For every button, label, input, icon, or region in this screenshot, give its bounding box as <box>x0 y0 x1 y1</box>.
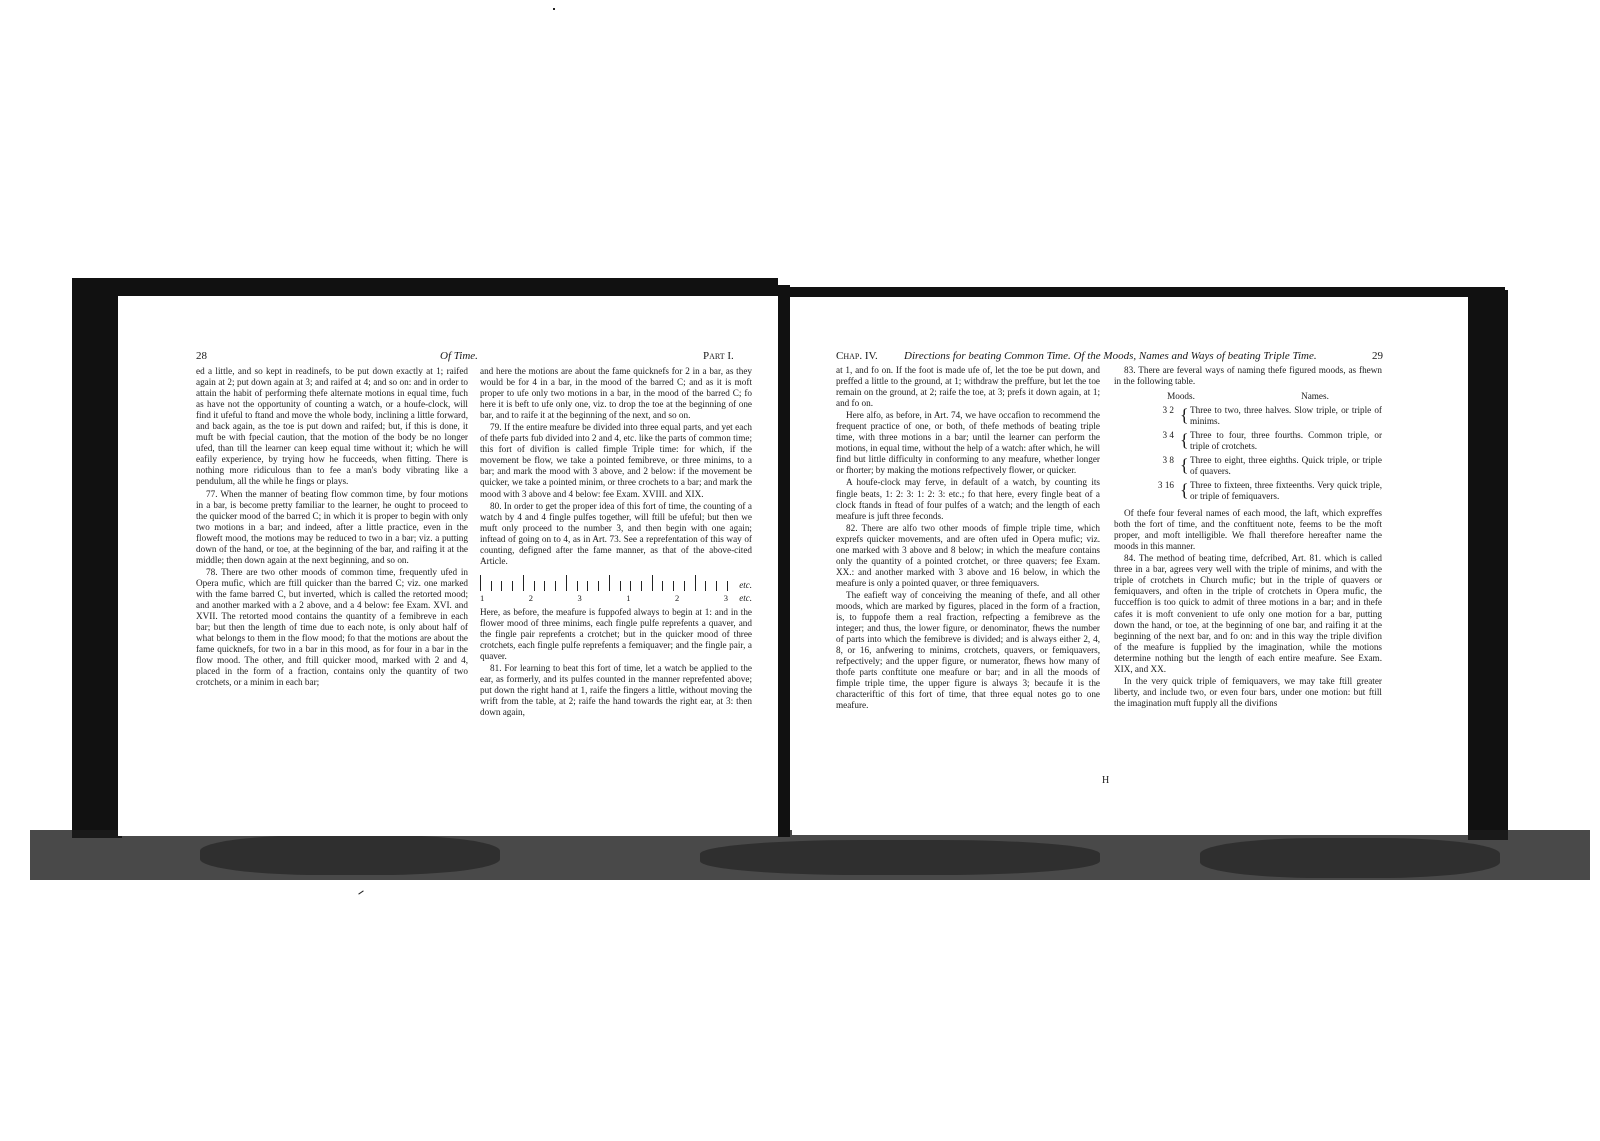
paragraph: In the very quick triple of femiquavers, we may take ftill greater liberty, and include two, or even four bars, under one motion: but ftill the imagination muft fupply all the divifions <box>1114 675 1382 708</box>
pulse-tick <box>598 581 599 591</box>
running-title-text: Of Time. <box>440 350 478 362</box>
page-number: 28 <box>196 350 207 362</box>
pulse-tick <box>534 581 535 591</box>
right-column-1 <box>836 365 1100 711</box>
moods-header: Moods. <box>1167 391 1195 402</box>
pulse-tick <box>662 581 663 591</box>
part-label: Part I. <box>703 350 734 362</box>
paragraph: 84. The method of beating time, defcribed, Art. 81. which is called three in a bar, agrees very well with the triple of minims, and with the triple of crotchets in Church mufic; but in the triple of quavers or femiquavers, and often in the triple of crotchets in Opera mufic, the fucceffion is too quick to admit of three motions in a bar; and in thefe cafes it is moft convenient to ufe only one motion for a bar, putting down the hand, or toe, at the beginning of one bar, and raifing it at the beginning of the next bar, and fo on: and in this way the triple divifion of the meafure is fupplied by the imagination, while the motions determine nothing but the length of each entire meafure. See Exam. XIX, and XX. <box>1114 553 1382 674</box>
mood-fraction: 3 2 <box>1162 405 1174 416</box>
paragraph: A houfe-clock may ferve, in default of a watch, by counting its fingle beats, 1: 2: 3: 1: 2: 3: etc.; fo that here, every fingle beat of a clock ftands in ftead of four pulfes of a watch; and the length of each meafure is juft three feconds. <box>836 477 1100 521</box>
right-column-2 <box>1114 365 1382 709</box>
running-title-text: Directions for beating Common Time. Of the Moods, Names and Ways of beating Triple Time. <box>904 350 1317 362</box>
paragraph: 77. When the manner of beating flow common time, by four motions in a bar, is become pretty familiar to the learner, he ought to proceed to the quicker mood of the barred C; in which it is proper to begin with only two motions in a bar; and indeed, after a little practice, even in the floweft mood, the motions may be reduced to two in a bar; viz. a putting down of the hand, or toe, at the beginning of the bar, and raifing it at the middle; then down again at the next beginning, and so on. <box>196 488 468 565</box>
scan-shadow-right <box>1468 290 1508 840</box>
count-number: 3 <box>577 592 582 603</box>
chapter-label: Chap. IV. <box>836 350 878 362</box>
paragraph: at 1, and fo on. If the foot is made ufe of, let the toe be put down, and preffed a little to the ground, at 1; withdraw the preffure, but let the toe remain on the ground, at 2; raife the toe, at 3; prefs it down again, at 1; and fo on. <box>836 365 1100 409</box>
paragraph: 78. There are two other moods of common time, frequently ufed in Opera mufic, which are ftill quicker than the barred C; viz. one marked with the fame barred C, but inverted, which is called the retorted mood; and another marked with a 2 above, and a 4 below: fee Exam. XVI. and XVII. The retorted mood contains the quantity of a femibreve in each bar; but then the length of time due to each note, is only about half of what belongs to them in the flow mood; fo that the motions are about the fame quicknefs, for two in a bar in this mood, as for four in a bar in the flow mood. The other, and ftill quicker mood, marked with 2 and 4, placed in the form of a fraction, contains only the quantity of two crotchets, or a minim in each bar; <box>196 566 468 688</box>
count-number: 2 <box>675 592 680 603</box>
count-number: 2 <box>528 592 533 603</box>
brace-icon: { <box>1180 455 1189 476</box>
scan-shadow-left <box>72 278 122 838</box>
mood-fraction: 3 4 <box>1162 430 1174 441</box>
running-title <box>440 350 478 362</box>
left-page <box>118 296 778 836</box>
running-title <box>904 350 1317 362</box>
pulse-tick <box>716 581 717 591</box>
counting-diagram <box>480 573 752 591</box>
mood-row <box>1114 405 1382 427</box>
paragraph: Here alfo, as before, in Art. 74, we have occafion to recommend the frequent practice of one, or both, of thefe methods of beating triple time, with three motions in a bar; until the learner can perform the motions, in equal time, without the help of a watch: after which, he will find but little difficulty in conforming to any meafure, whether longer or fhorter; by making the motions refpectively flower, or quicker. <box>836 410 1100 476</box>
pulse-tick <box>491 581 492 591</box>
book-gutter <box>778 285 790 837</box>
paragraph: The eafieft way of conceiving the meaning of thefe, and all other moods, which are marked by figures, placed in the form of a fraction, is, to fuppofe them a real fraction, refpecting a femibreve as the integer; and thus, the lower figure, or denominator, fhews the number of parts into which the femibreve is divided; and is always either 2, 4, 8, or 16, anfwering to minims, crotchets, quavers, or femiquavers, refpectively; and the upper figure, or numerator, fhews how many of thofe parts conftitute one meafure or bar; and in all the moods of fimple triple time, the upper figure is always 3; becaufe it is the characteriftic of this fort of time, that three equal notes go to one meafure. <box>836 589 1100 711</box>
mood-row <box>1114 455 1382 477</box>
mood-fraction: 3 16 <box>1157 480 1174 491</box>
paragraph: 79. If the entire meafure be divided into three equal parts, and yet each of thefe parts fub divided into 2 and 4, etc. like the parts of common time; this fort of divifion is called fimple Triple time: for which, if the movement be flow, we take a pointed femibreve, or three minims, to a bar; and mark the mood with 3 above, and 2 below: if the movement be quicker, we take a pointed minim, or three crochets to a bar; and mark the mood with 3 above and 4 below: fee Exam. XVIII. and XIX. <box>480 422 752 499</box>
pulse-tick <box>555 581 556 591</box>
left-column-1 <box>196 366 468 688</box>
pulse-tick <box>544 581 545 591</box>
paragraph: 80. In order to get the proper idea of this fort of time, the counting of a watch by 4 and 4 fingle pulfes together, will ftill be ufeful; but then we muft only proceed to the number 3, and then begin with one again; inftead of going on to 4, as in Art. 73. See a reprefentation of this way of counting, defigned after the fame manner, as that of the above-cited Article. <box>480 500 752 566</box>
brace-icon: { <box>1180 480 1189 501</box>
pulse-tick <box>609 575 610 591</box>
paragraph: 82. There are alfo two other moods of fimple triple time, which exprefs quicker movements, and are often ufed in Opera mufic; viz. one marked with 3 above and 8 below; in which the meafure contains only the quantity of a pointed crotchet, or three quavers; fee Exam. XX.: and another marked with 3 above and 16 below, in which the meafure is only a pointed quaver, or three femiquavers. <box>836 522 1100 588</box>
pulse-tick <box>501 581 502 591</box>
moods-table-header <box>1114 391 1382 402</box>
pulse-tick <box>566 575 567 591</box>
pulse-tick <box>684 581 685 591</box>
count-number: 1 <box>626 592 631 603</box>
scan-smudge <box>1200 838 1500 878</box>
scan-shadow-top-left <box>72 278 778 298</box>
pulse-tick <box>587 581 588 591</box>
paragraph: Here, as before, the meafure is fuppofed always to begin at 1: and in the flower mood of three minims, each fingle pulfe reprefents a quaver, and the fingle pair reprefents a crotchet; but in the quicker mood of three crotchets, each fingle pulfe reprefents a femiquaver; and the fingle pair, a quaver. <box>480 606 752 662</box>
pulse-tick <box>512 581 513 591</box>
count-number: 3 <box>723 592 728 603</box>
mood-row <box>1114 430 1382 452</box>
pulse-tick <box>620 581 621 591</box>
scan-shadow-top-right <box>790 287 1505 297</box>
mood-names: Three to fixteen, three fixteenths. Very quick triple, or triple of femiquavers. <box>1190 480 1382 502</box>
pulse-tick <box>705 581 706 591</box>
paragraph: 83. There are feveral ways of naming thefe figured moods, as fhewn in the following table. <box>1114 365 1382 387</box>
mood-row <box>1114 480 1382 502</box>
brace-icon: { <box>1180 430 1189 451</box>
numbers-etc: etc. <box>739 592 752 603</box>
pulse-tick <box>630 581 631 591</box>
pulse-tick <box>480 575 481 591</box>
paragraph: 81. For learning to beat this fort of time, let a watch be applied to the ear, as formerly, and its pulfes counted in the manner reprefented above; put down the right hand at 1, raife the fingers a little, without moving the wrift from the table, at 2; raife the hand towards the right ear, at 3: then down again, <box>480 663 752 718</box>
scan-speck <box>358 890 363 894</box>
brace-icon: { <box>1180 405 1189 426</box>
mood-names: Three to four, three fourths. Common triple, or triple of crotchets. <box>1190 430 1382 452</box>
diagram-etc: etc. <box>739 579 752 590</box>
scan-smudge <box>200 835 500 875</box>
pulse-tick <box>641 581 642 591</box>
mood-fraction: 3 8 <box>1162 455 1174 466</box>
pulse-tick <box>652 575 653 591</box>
pulse-tick <box>673 581 674 591</box>
page-number: 29 <box>1372 350 1383 362</box>
signature-mark: H <box>1102 775 1110 786</box>
scan-smudge <box>700 840 1100 875</box>
pulse-tick <box>577 581 578 591</box>
paragraph: Of thefe four feveral names of each mood, the laft, which expreffes both the fort of time, and the conftituent note, feems to be the moft proper, and moft intelligible. We fhall therefore hereafter name the moods in this manner. <box>1114 508 1382 552</box>
paragraph: ed a little, and so kept in readinefs, to be put down exactly at 1; raifed again at 2; put down again at 3; and raifed at 4; and so on: and in order to attain the habit of performing thefe alternate motions in equal time, fuch as have not the opportunity of counting a watch, or a houfe-clock, will find it ufeful to ftand and move the whole body, inclining a little forward, and back again, as the toe is put down and raifed; but, if this is done, it muft be with fpecial caution, that the motion of the body be no longer ufed, than till the learner can keep equal time without it; which he will eafily experience, by trying how he fucceeds, when fitting. There is nothing more ridiculous than to fee a man's body vibrating like a pendulum, all the while he fings or plays. <box>196 366 468 487</box>
pulse-tick <box>523 575 524 591</box>
count-numbers <box>480 593 752 604</box>
paragraph: and here the motions are about the fame quicknefs for 2 in a bar, as they would be for 4 in a bar, in the mood of the barred C; and as it is moft proper to ufe only two motions in a bar, in the mood of the barred C; fo here it is beft to ufe only one, viz. to drop the toe at the beginning of one bar, and to raife it at the beginning of the next, and so on. <box>480 366 752 421</box>
count-number: 1 <box>480 592 485 603</box>
pulse-tick <box>695 575 696 591</box>
right-page <box>792 297 1468 835</box>
mood-names: Three to eight, three eighths. Quick triple, or triple of quavers. <box>1190 455 1382 477</box>
moods-table <box>1114 391 1382 502</box>
names-header: Names. <box>1301 391 1329 402</box>
scan-speck <box>553 8 555 10</box>
mood-names: Three to two, three halves. Slow triple, or triple of minims. <box>1190 405 1382 427</box>
left-column-2 <box>480 366 752 718</box>
pulse-tick <box>727 581 728 591</box>
